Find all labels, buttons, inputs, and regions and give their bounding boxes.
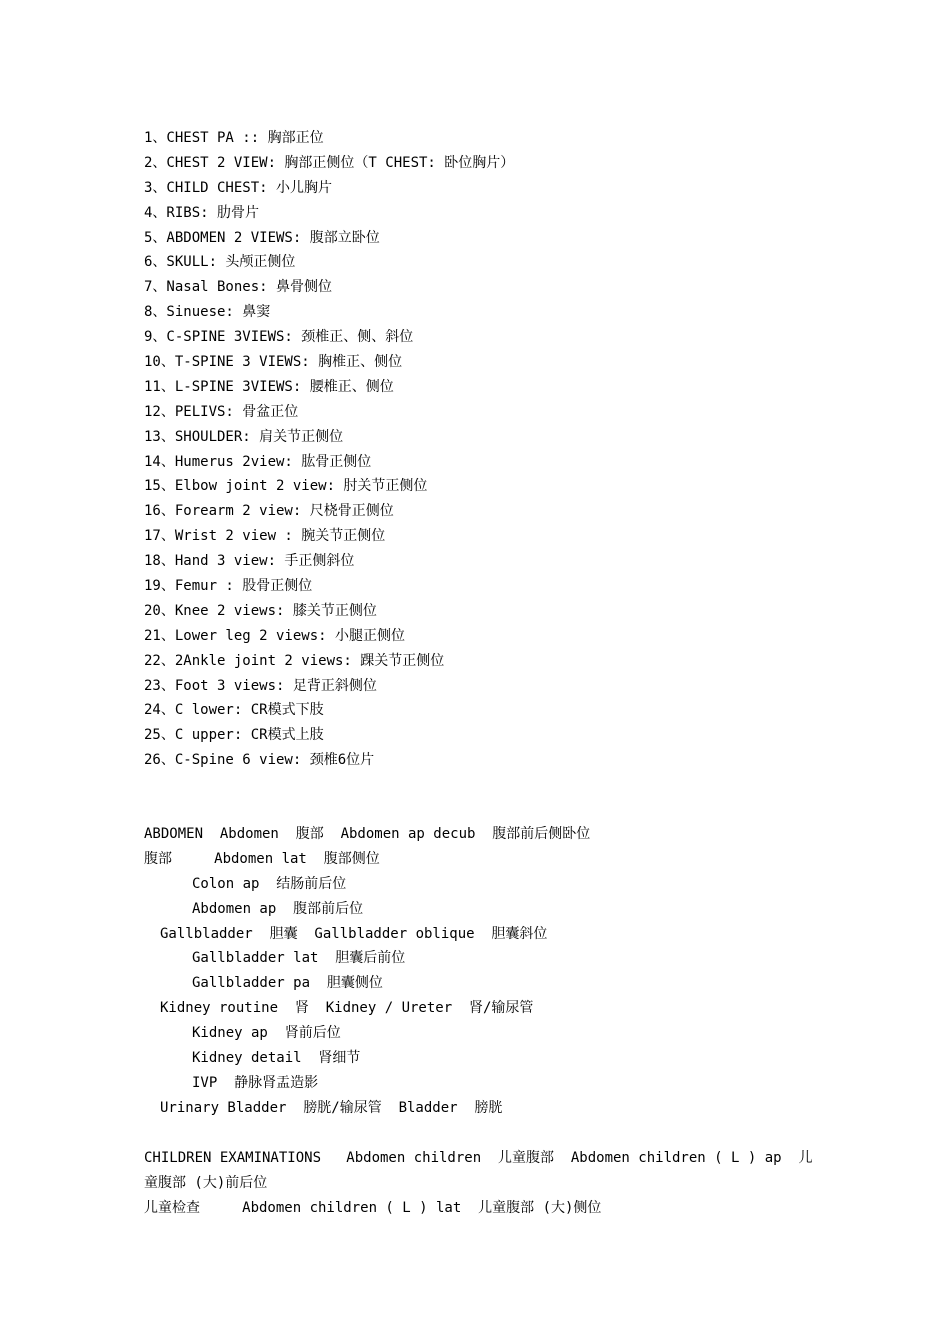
list-item: 8、Sinuese: 鼻窦 [144, 304, 271, 321]
children-lat-line: 儿童检查 Abdomen children ( L ) lat 儿童腹部 (大)侧位 [144, 1199, 602, 1216]
list-item: 12、PELIVS: 骨盆正位 [144, 403, 299, 420]
children-heading: CHILDREN EXAMINATIONS Abdomen children 儿童腹部 Abdomen children ( L ) ap 儿童腹部 (大)前后位 [144, 1150, 813, 1191]
list-item: 10、T-SPINE 3 VIEWS: 胸椎正、侧位 [144, 354, 403, 371]
list-item: 3、CHILD CHEST: 小儿胸片 [144, 179, 333, 196]
xray-view-list [144, 126, 904, 773]
abdomen-ap-line: Abdomen ap 腹部前后位 [192, 900, 364, 917]
kidney-detail-line: Kidney detail 肾细节 [192, 1050, 361, 1067]
list-item: 14、Humerus 2view: 肱骨正侧位 [144, 453, 372, 470]
list-item: 15、Elbow joint 2 view: 肘关节正侧位 [144, 478, 428, 495]
list-item: 9、C-SPINE 3VIEWS: 颈椎正、侧、斜位 [144, 329, 414, 346]
list-item: 1、CHEST PA :: 胸部正位 [144, 130, 324, 146]
list-item: 22、2Ankle joint 2 views: 踝关节正侧位 [144, 652, 445, 669]
list-item: 25、C upper: CR模式上肢 [144, 727, 324, 744]
bladder-line: Urinary Bladder 膀胱/输尿管 Bladder 膀胱 [160, 1099, 503, 1116]
list-item: 13、SHOULDER: 肩关节正侧位 [144, 428, 344, 445]
list-item: 6、SKULL: 头颅正侧位 [144, 254, 296, 271]
colon-ap-line: Colon ap 结肠前后位 [192, 875, 347, 892]
list-item: 20、Knee 2 views: 膝关节正侧位 [144, 602, 377, 619]
abdomen-heading: ABDOMEN Abdomen 腹部 Abdomen ap decub 腹部前后侧卧位 [144, 826, 591, 842]
list-item: 5、ABDOMEN 2 VIEWS: 腹部立卧位 [144, 229, 380, 246]
list-item: 23、Foot 3 views: 足背正斜侧位 [144, 677, 377, 694]
kidney-line: Kidney routine 肾 Kidney / Ureter 肾/输尿管 [160, 1000, 534, 1017]
list-item: 18、Hand 3 view: 手正侧斜位 [144, 553, 355, 570]
list-item: 24、C lower: CR模式下肢 [144, 702, 324, 719]
children-section [144, 1146, 824, 1221]
list-item: 16、Forearm 2 view: 尺桡骨正侧位 [144, 503, 394, 520]
list-item: 21、Lower leg 2 views: 小腿正侧位 [144, 627, 406, 644]
gallbladder-line: Gallbladder 胆囊 Gallbladder oblique 胆囊斜位 [160, 925, 548, 942]
list-item: 7、Nasal Bones: 鼻骨侧位 [144, 279, 333, 296]
list-item: 19、Femur : 股骨正侧位 [144, 578, 313, 595]
ivp-line: IVP 静脉肾盂造影 [192, 1074, 319, 1091]
abdomen-lat-line: 腹部 Abdomen lat 腹部侧位 [144, 850, 380, 867]
list-item: 26、C-Spine 6 view: 颈椎6位片 [144, 752, 375, 769]
list-item: 17、Wrist 2 view : 腕关节正侧位 [144, 528, 386, 545]
list-item: 11、L-SPINE 3VIEWS: 腰椎正、侧位 [144, 378, 394, 395]
list-item: 2、CHEST 2 VIEW: 胸部正侧位（T CHEST: 卧位胸片） [144, 154, 515, 171]
gallbladder-pa-line: Gallbladder pa 胆囊侧位 [192, 975, 383, 992]
list-item: 4、RIBS: 肋骨片 [144, 204, 260, 221]
gallbladder-lat-line: Gallbladder lat 胆囊后前位 [192, 950, 406, 967]
kidney-ap-line: Kidney ap 肾前后位 [192, 1025, 341, 1042]
abdomen-section [144, 822, 824, 1121]
